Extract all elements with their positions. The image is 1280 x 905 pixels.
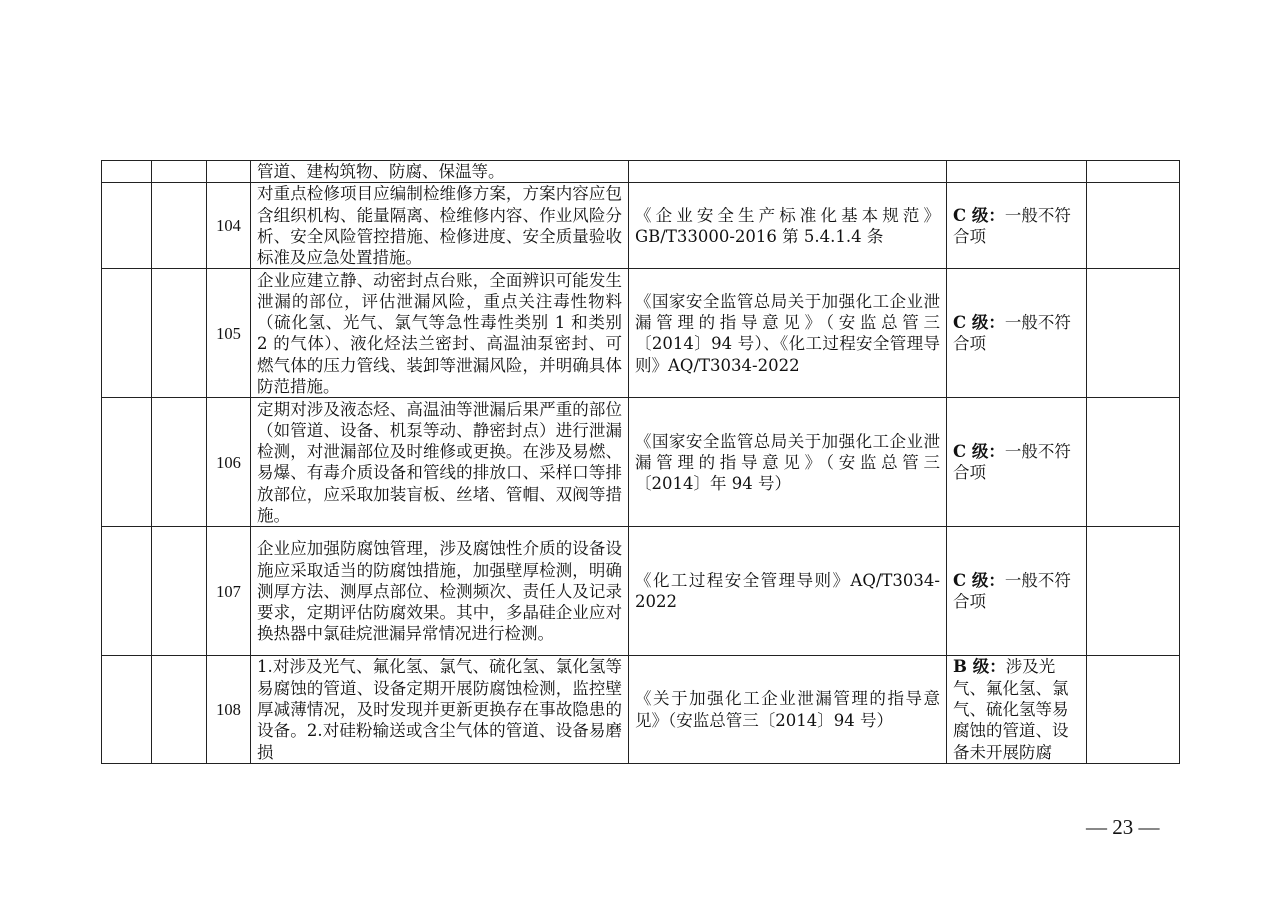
item-number: 108: [207, 656, 251, 763]
category-cell: [102, 656, 152, 763]
category-cell: [102, 183, 152, 269]
remark-cell: [1087, 183, 1180, 269]
table-row: [102, 269, 1180, 398]
requirement-text: 1.对涉及光气、氟化氢、氯气、硫化氢、氯化氢等易腐蚀的管道、设备定期开展防腐蚀检测，监控壁厚减薄情况，及时发现并更新更换存在事故隐患的设备。2.对硅粉输送或含尘气体的管道、设备易磨损: [251, 656, 629, 763]
table-row: [102, 527, 1180, 656]
item-number: 106: [207, 398, 251, 527]
table-row: [102, 183, 1180, 269]
basis-text: 《国家安全监管总局关于加强化工企业泄漏管理的指导意见》（安监总管三〔2014〕94 号）、《化工过程安全管理导则》AQ/T3034-2022: [629, 269, 947, 398]
item-number: [207, 161, 251, 183]
grade-level: C 级：: [953, 205, 1005, 225]
grade-text: 一般不符合项: [953, 313, 1071, 354]
item-number: 107: [207, 527, 251, 656]
requirement-text: 定期对涉及液态烃、高温油等泄漏后果严重的部位（如管道、设备、机泵等动、静密封点）进行泄漏检测，对泄漏部位及时维修或更换。在涉及易燃、易爆、有毒介质设备和管线的排放口、采样口等排放部位，应采取加装盲板、丝堵、管帽、双阀等措施。: [251, 398, 629, 527]
grade-text: 一般不符合项: [953, 571, 1071, 612]
requirement-text: 企业应加强防腐蚀管理，涉及腐蚀性介质的设备设施应采取适当的防腐蚀措施，加强壁厚检测，明确测厚方法、测厚点部位、检测频次、责任人及记录要求，定期评估防腐效果。其中，多晶硅企业应对换热器中氯硅烷泄漏异常情况进行检测。: [251, 527, 629, 656]
grade-text: 涉及光气、氟化氢、氯气、硫化氢等易腐蚀的管道、设备未开展防腐: [953, 657, 1069, 762]
grade-cell: [947, 527, 1087, 656]
table-row: [102, 161, 1180, 183]
remark-cell: [1087, 656, 1180, 763]
grade-level: B 级：: [953, 657, 1006, 677]
grade-cell: [947, 183, 1087, 269]
grade-cell: [947, 656, 1087, 763]
basis-text: 《化工过程安全管理导则》AQ/T3034-2022: [629, 527, 947, 656]
remark-cell: [1087, 398, 1180, 527]
requirement-text: 企业应建立静、动密封点台账，全面辨识可能发生泄漏的部位，评估泄漏风险，重点关注毒性物料（硫化氢、光气、氯气等急性毒性类别 1 和类别 2 的气体）、液化烃法兰密封、高温油泵密封、可燃气体的压力管线、装卸等泄漏风险，并明确具体防范措施。: [251, 269, 629, 398]
basis-text: 《国家安全监管总局关于加强化工企业泄漏管理的指导意见》（安监总管三〔2014〕年 94 号）: [629, 398, 947, 527]
grade-level: C 级：: [953, 313, 1005, 333]
category-cell: [102, 527, 152, 656]
grade-level: C 级：: [953, 571, 1005, 591]
category-cell: [102, 269, 152, 398]
remark-cell: [1087, 527, 1180, 656]
grade-text: 一般不符合项: [953, 442, 1071, 483]
subcategory-cell: [152, 161, 207, 183]
category-cell: [102, 161, 152, 183]
item-number: 105: [207, 269, 251, 398]
subcategory-cell: [152, 656, 207, 763]
subcategory-cell: [152, 398, 207, 527]
grade-cell: [947, 269, 1087, 398]
grade-cell: [947, 398, 1087, 527]
table-row: [102, 398, 1180, 527]
basis-text: 《企业安全生产标准化基本规范》GB/T33000-2016 第 5.4.1.4 条: [629, 183, 947, 269]
basis-text: [629, 161, 947, 183]
remark-cell: [1087, 161, 1180, 183]
grade-cell: [947, 161, 1087, 183]
remark-cell: [1087, 269, 1180, 398]
page-number: — 23 —: [1086, 815, 1160, 839]
subcategory-cell: [152, 183, 207, 269]
item-number: 104: [207, 183, 251, 269]
requirement-text: 管道、建构筑物、防腐、保温等。: [251, 161, 629, 183]
subcategory-cell: [152, 527, 207, 656]
checklist-table: [101, 160, 1180, 764]
grade-level: C 级：: [953, 442, 1005, 462]
basis-text: 《关于加强化工企业泄漏管理的指导意见》（安监总管三〔2014〕94 号）: [629, 656, 947, 763]
grade-text: 一般不符合项: [953, 205, 1071, 246]
subcategory-cell: [152, 269, 207, 398]
table-row: [102, 656, 1180, 763]
requirement-text: 对重点检修项目应编制检维修方案，方案内容应包含组织机构、能量隔离、检维修内容、作业风险分析、安全风险管控措施、检修进度、安全质量验收标准及应急处置措施。: [251, 183, 629, 269]
category-cell: [102, 398, 152, 527]
